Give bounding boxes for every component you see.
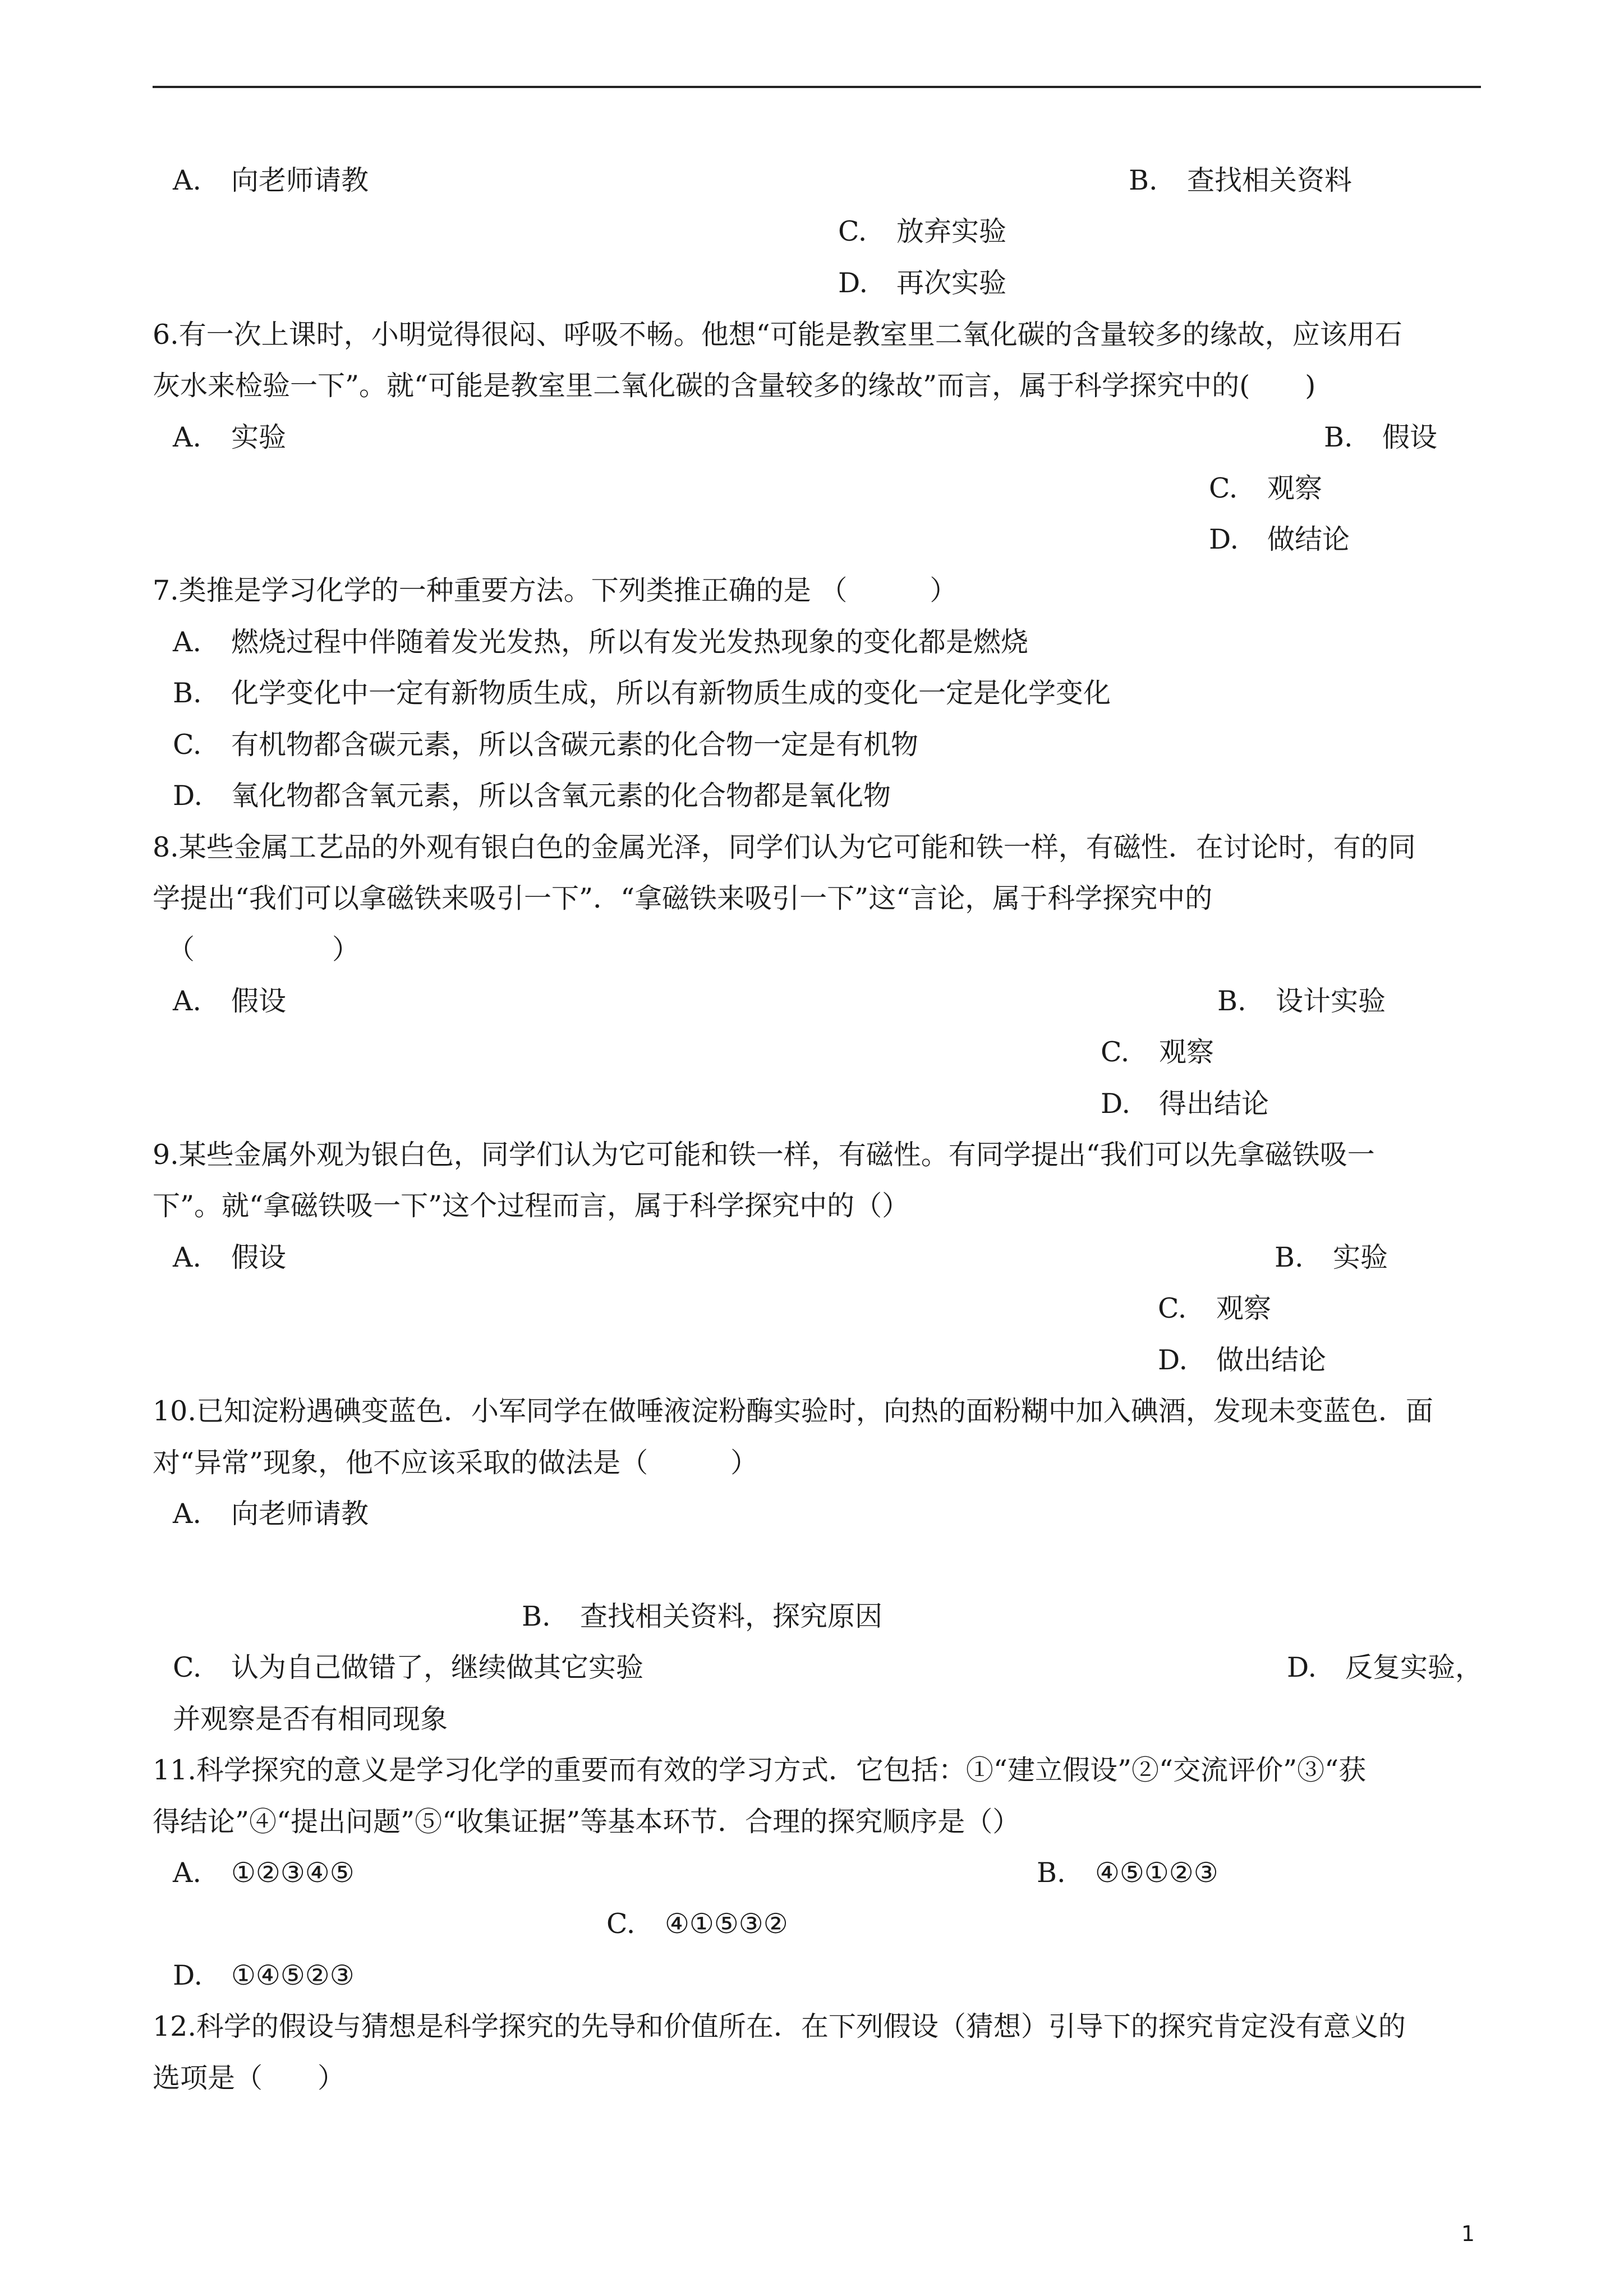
q12-stem-line-2: 选项是（ ）: [153, 2062, 346, 2094]
q10-option-c: C. 认为自己做错了，继续做其它实验: [173, 1651, 644, 1683]
q5-option-d: D. 再次实验: [838, 267, 1007, 299]
q6-option-d: D. 做结论: [1209, 523, 1350, 555]
q5-option-c: C. 放弃实验: [838, 215, 1007, 247]
q7-option-b: B. 化学变化中一定有新物质生成，所以有新物质生成的变化一定是化学变化: [173, 677, 1111, 709]
q6-option-a: A. 实验: [173, 421, 287, 453]
q11-stem-line-2: 得结论”④“提出问题”⑤“收集证据”等基本环节．合理的探究顺序是（）: [153, 1806, 1020, 1838]
q6-stem-line-2: 灰水来检验一下”。就“可能是教室里二氧化碳的含量较多的缘故”而言，属于科学探究中的( ): [153, 370, 1316, 402]
q7-option-c: C. 有机物都含碳元素，所以含碳元素的化合物一定是有机物: [173, 729, 919, 761]
q8-option-d: D. 得出结论: [1101, 1088, 1269, 1120]
q5-option-b: B. 查找相关资料: [1129, 164, 1352, 196]
q9-option-b: B. 实验: [1275, 1241, 1388, 1273]
q11-stem-line-1: 11.科学探究的意义是学习化学的重要而有效的学习方式．它包括：①“建立假设”②“交流评价”③“获: [153, 1754, 1367, 1786]
q8-stem-line-3: （ ）: [167, 933, 360, 965]
q8-option-a: A. 假设: [173, 985, 287, 1017]
q7-stem-line-1: 7.类推是学习化学的一种重要方法。下列类推正确的是 （ ）: [153, 574, 958, 606]
q9-stem-line-2: 下”。就“拿磁铁吸一下”这个过程而言，属于科学探究中的（）: [153, 1190, 910, 1222]
q11-option-d: D. ①④⑤②③: [173, 1959, 355, 1991]
page-number: 1: [1461, 2221, 1475, 2246]
q7-option-a: A. 燃烧过程中伴随着发光发热，所以有发光发热现象的变化都是燃烧: [173, 626, 1029, 658]
q12-stem-line-1: 12.科学的假设与猜想是科学探究的先导和价值所在．在下列假设（猜想）引导下的探究肯定没有意义的: [153, 2010, 1406, 2042]
q9-option-d: D. 做出结论: [1158, 1344, 1327, 1376]
q8-stem-line-2: 学提出“我们可以拿磁铁来吸引一下”．“拿磁铁来吸引一下”这“言论，属于科学探究中的: [153, 882, 1213, 914]
q10-stem-line-1: 10.已知淀粉遇碘变蓝色．小军同学在做唾液淀粉酶实验时，向热的面粉糊中加入碘酒，发现未变蓝色．面: [153, 1395, 1433, 1427]
q9-option-a: A. 假设: [173, 1241, 287, 1273]
q6-option-b: B. 假设: [1324, 421, 1438, 453]
q10-stem-line-2: 对“异常”现象，他不应该采取的做法是（ ）: [153, 1447, 758, 1479]
q8-stem-line-1: 8.某些金属工艺品的外观有银白色的金属光泽，同学们认为它可能和铁一样，有磁性．在讨论时，有的同: [153, 831, 1416, 863]
q8-option-c: C. 观察: [1101, 1036, 1214, 1068]
q10-option-d-continuation: 并观察是否有相同现象: [173, 1703, 448, 1735]
q9-stem-line-1: 9.某些金属外观为银白色，同学们认为它可能和铁一样，有磁性。有同学提出“我们可以先拿磁铁吸一: [153, 1139, 1375, 1171]
q11-option-a: A. ①②③④⑤: [173, 1857, 355, 1889]
q6-stem-line-1: 6.有一次上课时，小明觉得很闷、呼吸不畅。他想“可能是教室里二氧化碳的含量较多的缘故，应该用石: [153, 319, 1402, 351]
q7-option-d: D. 氧化物都含氧元素，所以含氧元素的化合物都是氧化物: [173, 780, 891, 812]
q10-option-d: D. 反复实验，: [1287, 1651, 1483, 1683]
q9-option-c: C. 观察: [1158, 1292, 1272, 1324]
q11-option-b: B. ④⑤①②③: [1037, 1857, 1218, 1889]
q8-option-b: B. 设计实验: [1217, 985, 1386, 1017]
q10-option-b: B. 查找相关资料，探究原因: [522, 1600, 883, 1632]
q6-option-c: C. 观察: [1209, 472, 1323, 504]
header-rule: [153, 86, 1481, 88]
q5-option-a: A. 向老师请教: [173, 164, 369, 196]
q10-option-a: A. 向老师请教: [173, 1498, 369, 1530]
q11-option-c: C. ④①⑤③②: [606, 1908, 788, 1940]
